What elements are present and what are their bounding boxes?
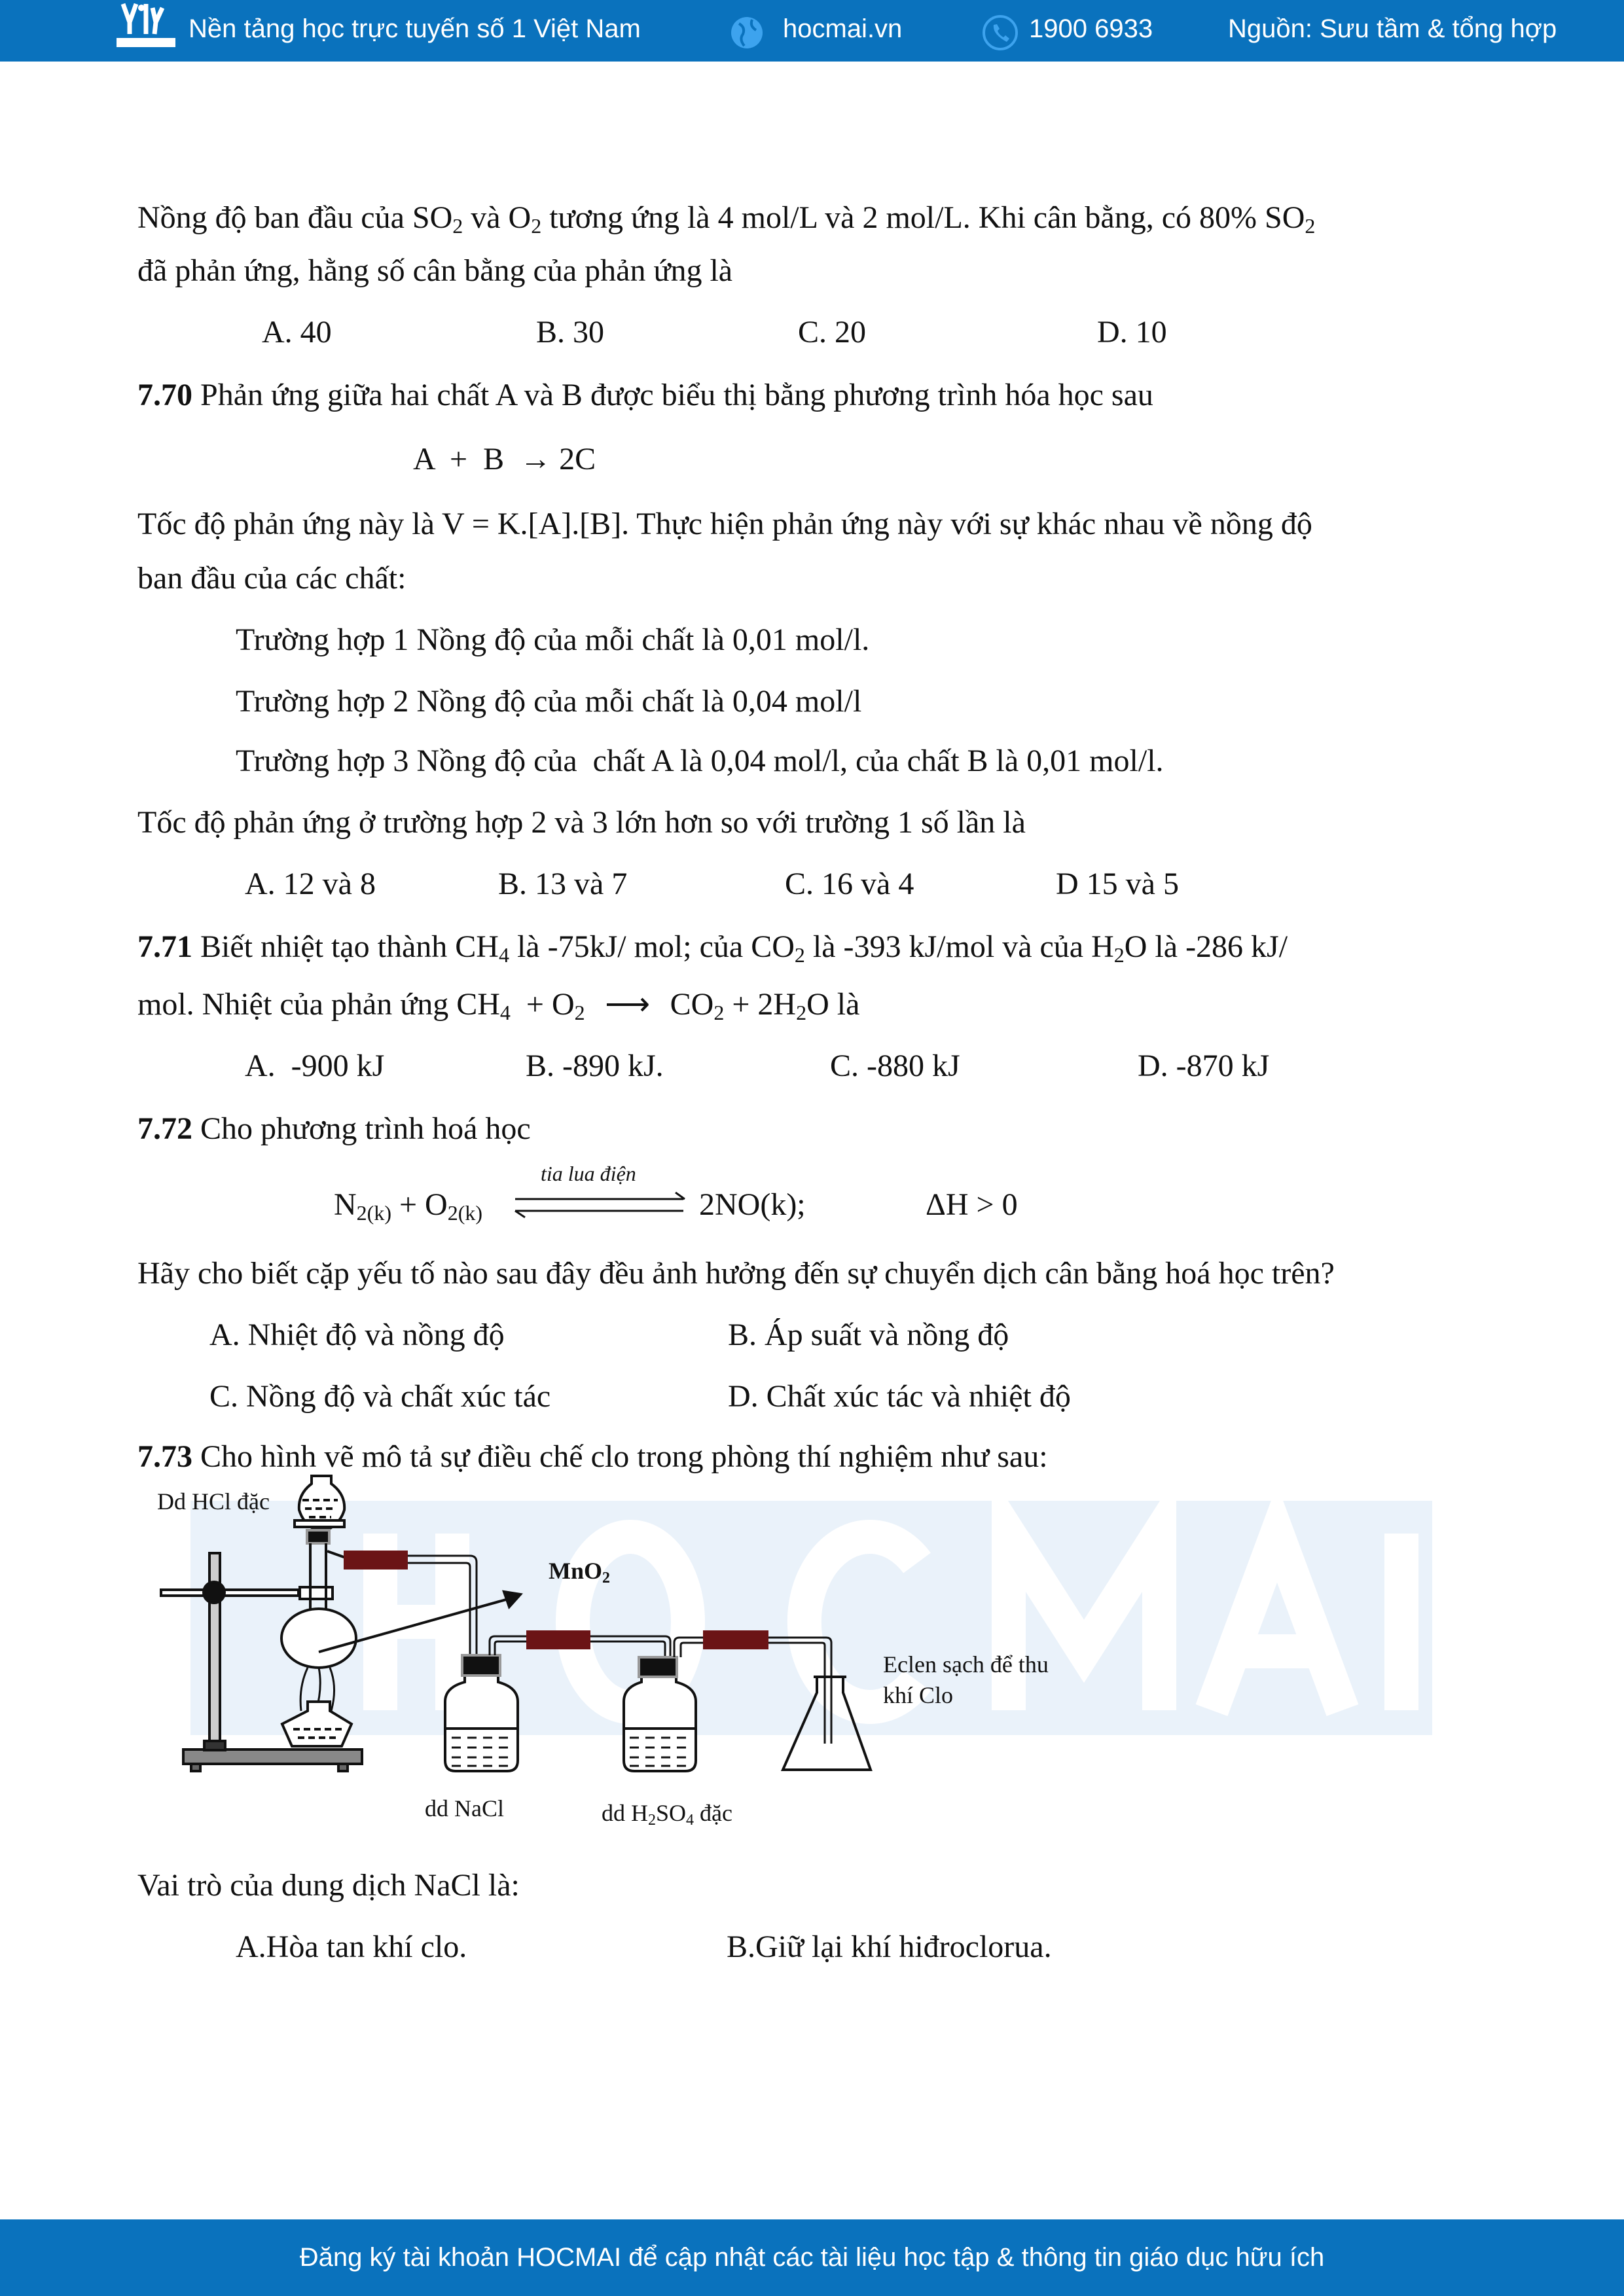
q71-option-a[interactable]: A. -900 kJ <box>245 1049 385 1083</box>
phone-number: 1900 6933 <box>1029 14 1153 43</box>
label-eclen-2: khí Clo <box>883 1682 954 1708</box>
rubber-connector-3 <box>704 1632 767 1648</box>
q70-equation: A + B → 2C <box>413 442 596 476</box>
q71-option-d[interactable]: D. -870 kJ <box>1138 1049 1270 1083</box>
clamp-knob-icon <box>204 1582 225 1603</box>
q73-option-a[interactable]: A.Hòa tan khí clo. <box>236 1929 467 1964</box>
equilibrium-arrows-icon <box>512 1189 689 1221</box>
q70-case-1: Trường hợp 1 Nồng độ của mỗi chất là 0,01 mol/l. <box>236 622 870 657</box>
q70-option-b[interactable]: B. 13 và 7 <box>498 867 628 901</box>
alcohol-burner <box>282 1702 352 1746</box>
q72-option-b[interactable]: B. Áp suất và nồng độ <box>728 1318 1009 1352</box>
q71-option-c[interactable]: C. -880 kJ <box>830 1049 960 1083</box>
q72-equation-left: $N_{2(k)} + O_{2(k)}$ <box>334 1187 483 1225</box>
phone-icon <box>982 14 1019 51</box>
q72-delta-h: ΔH > 0 <box>926 1187 1018 1222</box>
globe-icon <box>730 16 764 50</box>
q70-option-c[interactable]: C. 16 và 4 <box>785 867 914 901</box>
q69-line1: Nồng độ ban đầu của $SO_2$ và $O_2$ tương ứng là 4 mol/L và 2 mol/L. Khi cân bằng, có 80% $SO_2$ <box>137 200 1316 238</box>
rubber-connector-2 <box>528 1632 589 1648</box>
q70-option-d[interactable]: D 15 và 5 <box>1056 867 1179 901</box>
q71-line2: mol. Nhiệt của phản ứng $CH_4 + O_2$ ⟶ $CO_2 + 2H_2O$ là <box>137 985 859 1024</box>
footer-text[interactable]: Đăng ký tài khoản HOCMAI để cập nhật các tài liệu học tập & thông tin giáo dục hữu ích <box>299 2243 1325 2272</box>
q72-option-a[interactable]: A. Nhiệt độ và nồng độ <box>209 1318 505 1352</box>
clamp-bar <box>161 1590 298 1596</box>
reaction-arrow-icon: ⟶ <box>605 987 651 1022</box>
q70-question: Tốc độ phản ứng ở trường hợp 2 và 3 lớn hơn so với trường 1 số lần là <box>137 805 1026 840</box>
q70-line3: Tốc độ phản ứng này là V = K.[A].[B]. Thực hiện phản ứng này với sự khác nhau về nồng độ <box>137 507 1312 541</box>
label-eclen-1: Eclen sạch để thu <box>883 1651 1049 1677</box>
q69-option-a[interactable]: A. 40 <box>262 315 332 350</box>
source-note: Nguồn: Sưu tầm & tổng hợp <box>1228 14 1557 43</box>
website-link[interactable]: hocmai.vn <box>783 14 903 43</box>
label-mno2: MnO$_2$ <box>549 1558 611 1587</box>
q69-option-d[interactable]: D. 10 <box>1097 315 1167 350</box>
reaction-condition: tia lua điện <box>541 1162 636 1185</box>
round-bottom-flask <box>281 1609 356 1668</box>
header-bar <box>0 0 1624 62</box>
q72-title: 7.72 Cho phương trình hoá học <box>137 1111 531 1146</box>
q70-case-3: Trường hợp 3 Nồng độ của chất A là 0,04 mol/l, của chất B là 0,01 mol/l. <box>236 744 1164 778</box>
label-nacl: dd NaCl <box>425 1795 504 1821</box>
q72-question: Hãy cho biết cặp yếu tố nào sau đây đều ảnh hưởng đến sự chuyển dịch cân bằng hoá học trên? <box>137 1256 1335 1291</box>
q69-option-b[interactable]: B. 30 <box>536 315 605 350</box>
stand-base <box>183 1749 362 1764</box>
footer-bar <box>0 2219 1624 2296</box>
erlenmeyer-flask <box>783 1677 871 1770</box>
hocmai-logo-icon <box>117 3 175 48</box>
tagline: Nền tảng học trực tuyến số 1 Việt Nam <box>189 14 641 43</box>
chlorine-apparatus-diagram <box>0 1466 916 1780</box>
q69-line2: đã phản ứng, hằng số cân bằng của phản ứng là <box>137 253 733 288</box>
q72-option-d[interactable]: D. Chất xúc tác và nhiệt độ <box>728 1379 1071 1414</box>
q71-option-b[interactable]: B. -890 kJ. <box>526 1049 664 1083</box>
gas-tube-3 <box>674 1638 831 1744</box>
q73-option-b[interactable]: B.Giữ lại khí hiđroclorua. <box>727 1929 1052 1964</box>
q73-question: Vai trò của dung dịch NaCl là: <box>137 1868 520 1903</box>
q70-line4: ban đầu của các chất: <box>137 561 406 596</box>
label-hcl: Dd HCl đặc <box>157 1488 270 1515</box>
q72-option-c[interactable]: C. Nồng độ và chất xúc tác <box>209 1379 551 1414</box>
q73-title: 7.73 Cho hình vẽ mô tả sự điều chế clo trong phòng thí nghiệm như sau: <box>137 1439 1048 1474</box>
rubber-connector-1 <box>345 1552 406 1568</box>
q72-equation-product: 2NO(k); <box>699 1187 806 1222</box>
q71-line1: 7.71 Biết nhiệt tạo thành $CH_4$ là -75kJ/ mol; của $CO_2$ là -393 kJ/mol và của $H_2O$ là -286 kJ/ <box>137 929 1288 967</box>
q70-case-2: Trường hợp 2 Nồng độ của mỗi chất là 0,04 mol/l <box>236 684 862 719</box>
label-h2so4: dd $H_2SO_4$ đặc <box>602 1800 732 1829</box>
q70-option-a[interactable]: A. 12 và 8 <box>245 867 376 901</box>
q69-option-c[interactable]: C. 20 <box>798 315 867 350</box>
q70-title: 7.70 Phản ứng giữa hai chất A và B được biểu thị bằng phương trình hóa học sau <box>137 378 1153 412</box>
